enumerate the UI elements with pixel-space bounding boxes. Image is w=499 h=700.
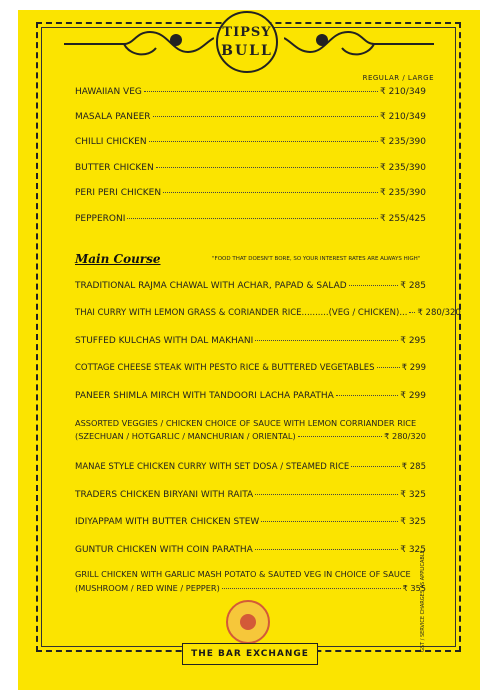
list-item xyxy=(75,281,426,291)
item-price: ₹ 299 xyxy=(401,363,426,373)
item-price: ₹ 299 xyxy=(400,391,426,401)
item-name: MANAE STYLE CHICKEN CURRY WITH SET DOSA / STEAMED RICE xyxy=(75,462,350,472)
dot-leader xyxy=(255,340,398,341)
dot-leader xyxy=(409,312,415,313)
item-name: GUNTUR CHICKEN WITH COIN PARATHA xyxy=(75,545,253,555)
item-name: TRADITIONAL RAJMA CHAWAL WITH ACHAR, PAPAD & SALAD xyxy=(75,281,347,291)
list-item xyxy=(75,391,426,401)
item-name: (SZECHUAN / HOTGARLIC / MANCHURIAN / ORIENTAL) xyxy=(75,431,296,441)
item-price: ₹ 255/425 xyxy=(380,214,426,224)
item-price: ₹ 285 xyxy=(400,281,426,291)
list-item xyxy=(75,336,426,346)
dot-leader xyxy=(156,167,378,168)
list-item xyxy=(75,418,426,441)
item-price: ₹ 235/390 xyxy=(380,137,426,147)
item-price: ₹ 280/320 xyxy=(384,431,426,441)
list-item xyxy=(75,545,426,555)
item-price: ₹ 210/349 xyxy=(380,112,426,122)
dot-leader xyxy=(261,521,398,522)
item-name: (MUSHROOM / RED WINE / PEPPER) xyxy=(75,583,220,593)
list-item xyxy=(75,462,426,472)
ornament-right-icon xyxy=(284,26,434,62)
item-name: HAWAIIAN VEG xyxy=(75,87,142,97)
dot-leader xyxy=(222,588,401,589)
item-price: ₹ 235/390 xyxy=(380,188,426,198)
dot-leader xyxy=(377,367,400,368)
item-price: ₹ 210/349 xyxy=(380,87,426,97)
dot-leader xyxy=(255,549,398,550)
list-item xyxy=(75,569,426,593)
list-item xyxy=(75,163,426,173)
item-name: TRADERS CHICKEN BIRYANI WITH RAITA xyxy=(75,490,254,500)
item-name-line1: GRILL CHICKEN WITH GARLIC MASH POTATO & SAUTED VEG IN CHOICE OF SAUCE xyxy=(75,569,411,579)
section-title: Main Course xyxy=(75,252,161,266)
dot-leader xyxy=(298,436,383,437)
item-price: ₹ 295 xyxy=(400,336,426,346)
item-price: ₹ 325 xyxy=(400,490,426,500)
list-item xyxy=(75,490,426,500)
list-item xyxy=(75,517,426,527)
item-price: ₹ 325 xyxy=(400,517,426,527)
item-name: BUTTER CHICKEN xyxy=(75,163,154,173)
dot-leader xyxy=(163,192,378,193)
item-name: PERI PERI CHICKEN xyxy=(75,188,162,198)
footer-banner: THE BAR EXCHANGE xyxy=(182,643,318,665)
ornament-left-icon xyxy=(64,26,214,62)
item-name: THAI CURRY WITH LEMON GRASS & CORIANDER RICE..........(VEG / CHICKEN)... xyxy=(75,308,408,318)
list-item xyxy=(75,188,426,198)
dot-leader xyxy=(149,141,378,142)
gst-note: GST / SERVICE CHARGES AS APPLICABLE xyxy=(420,550,426,652)
dot-leader xyxy=(153,116,378,117)
dot-leader xyxy=(336,395,398,396)
tipsy-bull-logo xyxy=(216,11,278,73)
logo-text-top: TIPSY xyxy=(222,25,272,40)
list-item xyxy=(75,214,426,224)
tipsy-bull-badge-icon xyxy=(226,600,270,644)
item-name: CHILLI CHICKEN xyxy=(75,137,147,147)
list-item xyxy=(75,112,426,122)
size-header: REGULAR / LARGE xyxy=(362,74,434,82)
list-item xyxy=(75,308,461,318)
list-item xyxy=(75,137,426,147)
item-price: ₹ 235/390 xyxy=(380,163,426,173)
item-name: IDIYAPPAM WITH BUTTER CHICKEN STEW xyxy=(75,517,260,527)
dot-leader xyxy=(127,218,378,219)
item-price: ₹ 280/320 xyxy=(417,308,461,318)
dot-leader xyxy=(351,466,399,467)
item-name-line1: ASSORTED VEGGIES / CHICKEN CHOICE OF SAUCE WITH LEMON CORRIANDER RICE xyxy=(75,418,417,428)
item-price: ₹ 355 xyxy=(402,583,426,593)
item-name: STUFFED KULCHAS WITH DAL MAKHANI xyxy=(75,336,254,346)
item-name: COTTAGE CHEESE STEAK WITH PESTO RICE & BUTTERED VEGETABLES xyxy=(75,363,375,373)
dot-leader xyxy=(349,285,399,286)
item-name: PEPPERONI xyxy=(75,214,126,224)
logo-text-bottom: BULL xyxy=(221,43,273,59)
list-item xyxy=(75,87,426,97)
item-price: ₹ 325 xyxy=(400,545,426,555)
item-price: ₹ 285 xyxy=(401,462,426,472)
item-name: MASALA PANEER xyxy=(75,112,151,122)
item-name: PANEER SHIMLA MIRCH WITH TANDOORI LACHA PARATHA xyxy=(75,391,334,401)
list-item xyxy=(75,363,426,373)
section-note: "FOOD THAT DOESN'T BORE, SO YOUR INTEREST RATES ARE ALWAYS HIGH" xyxy=(212,256,421,262)
dot-leader xyxy=(255,494,398,495)
dot-leader xyxy=(144,91,378,92)
